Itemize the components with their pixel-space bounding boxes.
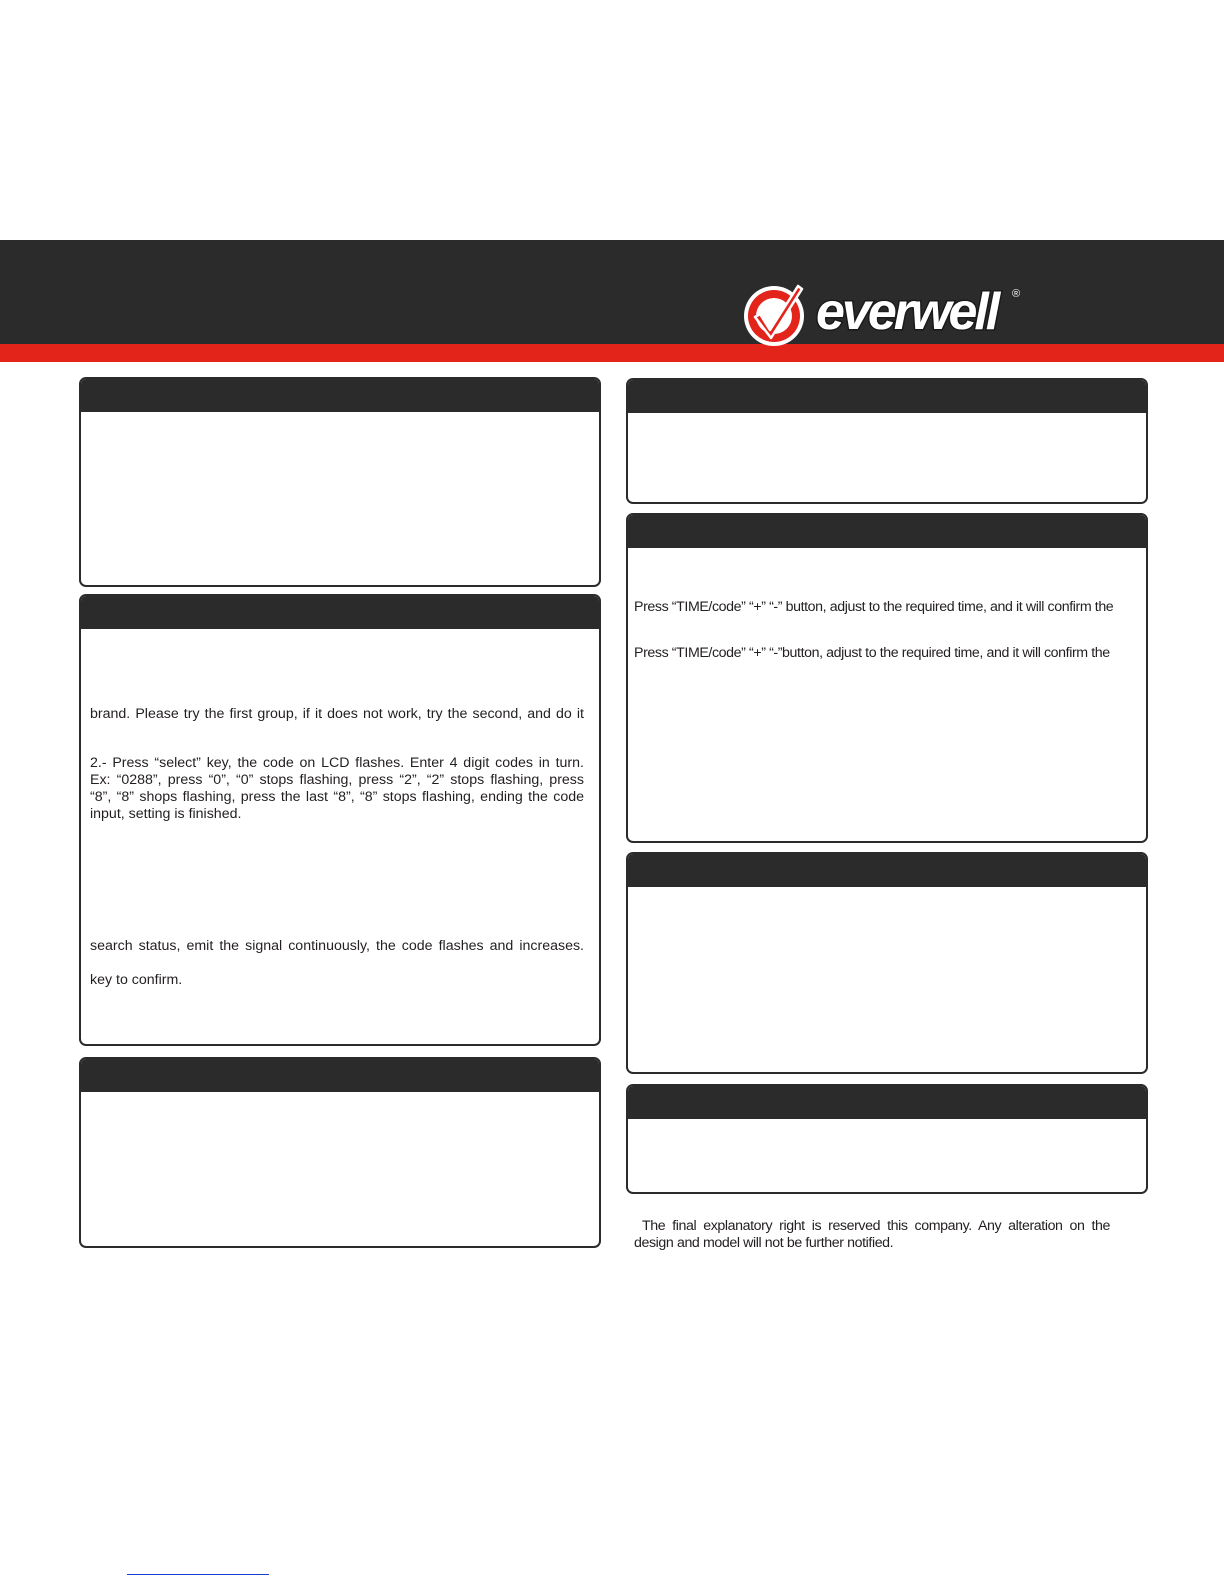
panel-header [81, 1059, 599, 1092]
panel-header [81, 596, 599, 629]
header-accent-stripe [0, 344, 1224, 362]
everwell-logo [740, 280, 1030, 352]
registered-mark: ® [1012, 288, 1021, 300]
left-panel-1 [79, 377, 601, 587]
time-adjust-line-2: Press “TIME/code” “+” “-”button, adjust to the required time, and it will confirm the [634, 645, 1110, 661]
left-panel-3 [79, 1057, 601, 1248]
paragraph-brand: brand. Please try the first group, if it does not work, try the second, and do it [90, 706, 584, 722]
time-adjust-line-1: Press “TIME/code” “+” “-” button, adjust to the required time, and it will confirm the [634, 599, 1114, 615]
checkmark-circle-icon [740, 280, 812, 352]
step2-line-1: 2.- Press “select” key, the code on LCD flashes. Enter 4 digit codes in turn. [90, 755, 584, 771]
step2-line-2: Ex: “0288”, press “0”, “0” stops flashing, press “2”, “2” stops flashing, press [90, 772, 584, 788]
panel-header [628, 515, 1146, 548]
disclaimer-line-2: design and model will not be further notified. [634, 1235, 894, 1251]
header-banner [0, 240, 1224, 344]
right-panel-1 [626, 378, 1148, 504]
panel-header [628, 380, 1146, 413]
right-panel-3 [626, 852, 1148, 1074]
footer-link-underline[interactable] [127, 1574, 269, 1575]
right-panel-4 [626, 1084, 1148, 1194]
paragraph-search: search status, emit the signal continuously, the code flashes and increases. [90, 938, 584, 954]
right-panel-2 [626, 513, 1148, 843]
brand-name: everwell [816, 283, 998, 341]
panel-header [628, 1086, 1146, 1119]
paragraph-confirm: key to confirm. [90, 972, 183, 988]
left-panel-2 [79, 594, 601, 1046]
disclaimer-line-1: The final explanatory right is reserved this company. Any alteration on the [642, 1218, 1110, 1234]
step2-line-3: “8”, “8” shops flashing, press the last “8”, “8” stops flashing, ending the code [90, 789, 584, 805]
panel-header [81, 379, 599, 412]
step2-line-4: input, setting is finished. [90, 806, 242, 822]
panel-header [628, 854, 1146, 887]
